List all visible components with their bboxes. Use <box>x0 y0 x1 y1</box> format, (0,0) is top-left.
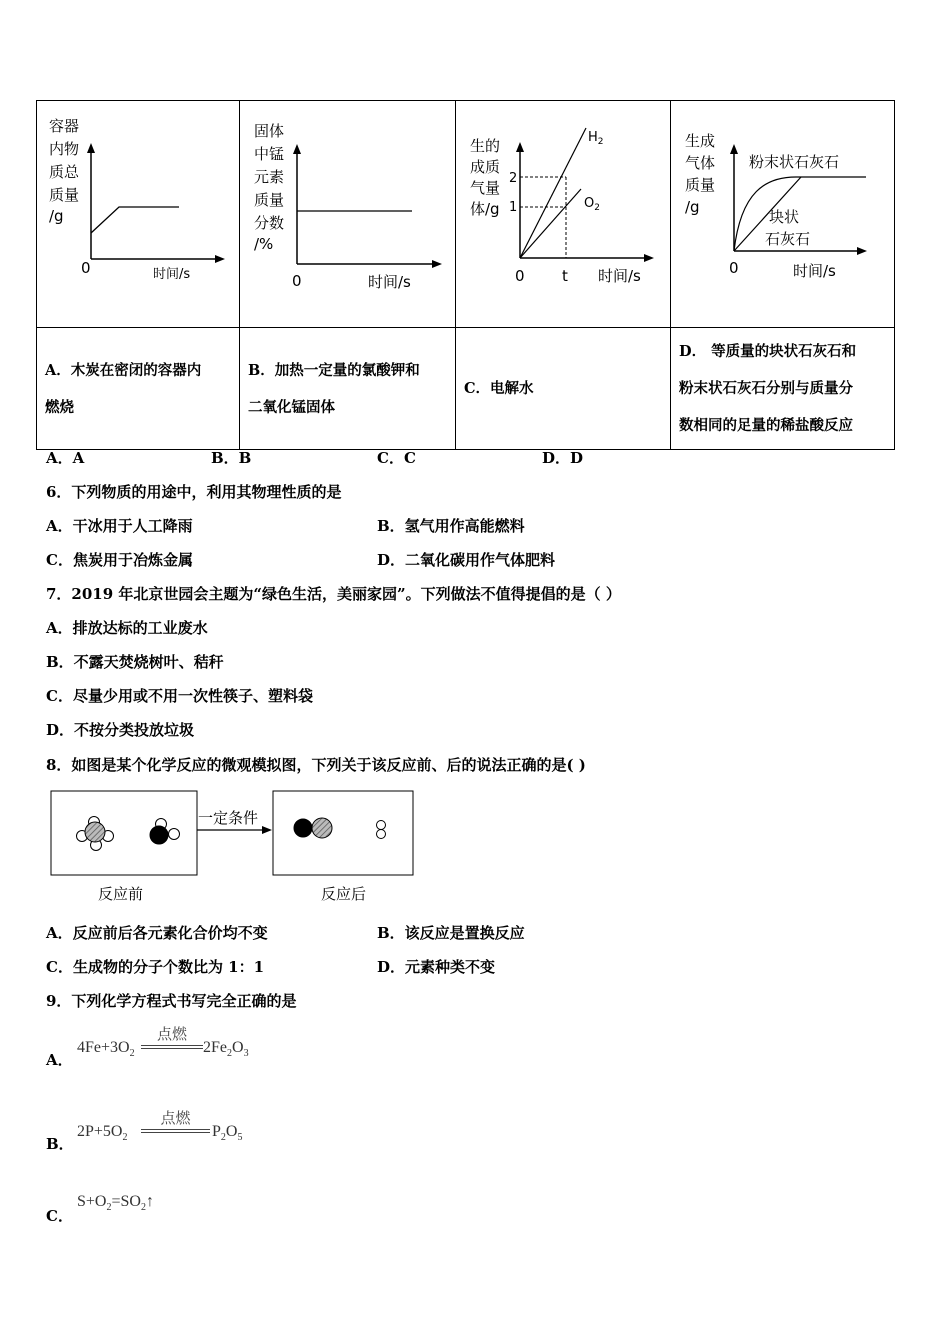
xlabel: 时间/s <box>793 262 836 280</box>
x-axis-arrow <box>644 254 654 262</box>
y-axis-arrow <box>87 143 95 153</box>
q9-option-a-product: $2Fe_2O_3$ <box>203 1039 249 1060</box>
origin-label: 0 <box>81 259 91 277</box>
h2-line <box>520 128 586 258</box>
x-axis-arrow <box>215 255 225 263</box>
graph-cell-b <box>240 101 456 328</box>
q7-option-b[interactable]: B．不露天焚烧树叶、秸秆 <box>46 653 224 671</box>
ylabel-line: /g <box>49 207 64 225</box>
graph-d <box>671 101 894 323</box>
ylabel-line: 质量 <box>49 186 80 204</box>
desc-line: D． 等质量的块状石灰石和 <box>679 343 857 360</box>
desc-c <box>456 328 671 450</box>
ylabel-line: 元素 <box>254 168 285 186</box>
ylabel-line: 分数 <box>254 214 285 232</box>
lump-label: 石灰石 <box>765 230 811 248</box>
q7-option-d[interactable]: D．不按分类投放垃圾 <box>46 721 195 739</box>
q9-option-b-condition: 点燃 <box>141 1107 210 1133</box>
ylabel-line: 成质 <box>470 158 501 176</box>
ylabel-line: 内物 <box>49 140 80 158</box>
graph-a <box>37 101 239 323</box>
curve-a <box>91 207 179 233</box>
q5-option-a[interactable]: A．A <box>46 449 85 467</box>
powder-label: 粉末状石灰石 <box>749 153 840 171</box>
q7-option-a[interactable]: A．排放达标的工业废水 <box>46 619 208 637</box>
q5-option-c[interactable]: C．C <box>377 449 416 467</box>
ylabel-line: /% <box>254 235 274 253</box>
origin-label: 0 <box>729 259 739 277</box>
xlabel: 时间/s <box>598 267 641 285</box>
before-label: 反应前 <box>98 885 144 903</box>
h2-label: $H_2$ <box>588 130 604 147</box>
q5-option-d[interactable]: D．D <box>542 449 584 467</box>
q8-option-b[interactable]: B．该反应是置换反应 <box>377 924 525 942</box>
q8-option-d[interactable]: D．元素种类不变 <box>377 958 496 976</box>
after-box <box>273 791 413 875</box>
graph-cell-c <box>456 101 671 328</box>
ylabel-line: 质量 <box>254 191 285 209</box>
ylabel-line: 生的 <box>470 137 501 155</box>
ylabel-line: 气体 <box>685 154 716 172</box>
q6-stem: 6．下列物质的用途中，利用其物理性质的是 <box>46 483 342 501</box>
q7-option-c[interactable]: C．尽量少用或不用一次性筷子、塑料袋 <box>46 687 313 705</box>
q6-option-a[interactable]: A．干冰用于人工降雨 <box>46 517 193 535</box>
desc-line: 粉末状石灰石分别与质量分 <box>679 380 853 397</box>
reaction-arrow-head <box>262 826 272 834</box>
q9-option-a-label[interactable]: A． <box>46 1051 73 1069</box>
desc-line: C．电解水 <box>464 380 534 397</box>
tick-label: 2 <box>509 171 518 186</box>
desc-a <box>37 328 240 450</box>
y-axis-arrow <box>516 142 524 152</box>
q6-option-d[interactable]: D．二氧化碳用作气体肥料 <box>377 551 556 569</box>
q8-option-a[interactable]: A．反应前后各元素化合价均不变 <box>46 924 268 942</box>
q9-option-c-label[interactable]: C． <box>46 1207 73 1225</box>
desc-line: 二氧化锰固体 <box>248 398 335 416</box>
q6-option-c[interactable]: C．焦炭用于冶炼金属 <box>46 551 193 569</box>
q9-option-a-condition: 点燃 <box>141 1023 203 1049</box>
tick-label: 1 <box>509 200 518 215</box>
origin-label: 0 <box>292 272 302 290</box>
q6-option-b[interactable]: B．氢气用作高能燃料 <box>377 517 525 535</box>
q8-stem: 8．如图是某个化学反应的微观模拟图，下列关于该反应前、后的说法正确的是( ) <box>46 756 586 774</box>
ylabel-line: 体/g <box>470 200 500 218</box>
q5-table <box>36 100 895 450</box>
graph-cell-d <box>671 101 895 328</box>
ylabel-line: 容器 <box>49 117 80 135</box>
o2-line <box>520 189 581 258</box>
desc-line: 数相同的足量的稀盐酸反应 <box>679 417 853 434</box>
graph-b <box>240 101 455 323</box>
desc-d <box>671 328 895 450</box>
ylabel-line: 气量 <box>470 179 501 197</box>
q7-stem: 7．2019 年北京世园会主题为“绿色生活，美丽家园”。下列做法不值得提倡的是（ ） <box>46 585 621 603</box>
q9-stem: 9．下列化学方程式书写完全正确的是 <box>46 992 297 1010</box>
graph-b-ylabel <box>254 122 284 253</box>
desc-line: B．加热一定量的氯酸钾和 <box>248 361 420 379</box>
reaction-diagram <box>46 788 426 910</box>
q5-option-b[interactable]: B．B <box>211 449 252 467</box>
after-label: 反应后 <box>321 885 367 903</box>
ylabel-line: 中锰 <box>254 145 285 163</box>
ylabel-line: 生成 <box>685 132 716 150</box>
desc-line: A．木炭在密闭的容器内 <box>45 361 202 379</box>
origin-label: 0 <box>515 267 525 285</box>
ylabel-line: 固体 <box>254 122 285 140</box>
graph-a-ylabel <box>49 117 80 225</box>
ylabel-line: 质总 <box>49 163 80 181</box>
t-label: t <box>562 267 568 285</box>
q8-option-c[interactable]: C．生成物的分子个数比为 1：1 <box>46 958 265 976</box>
q9-option-c-equation[interactable]: $S+O_2=SO_2↑$ <box>77 1193 154 1214</box>
q9-option-a-equation[interactable]: $4Fe+3O_2$ <box>77 1039 135 1060</box>
ylabel-line: 质量 <box>685 176 716 194</box>
desc-b <box>240 328 456 450</box>
graph-c-ylabel <box>470 137 500 218</box>
lump-label: 块状 <box>769 208 800 226</box>
xlabel: 时间/s <box>153 267 191 282</box>
q9-option-b-equation[interactable]: $2P+5O_2$ <box>77 1123 128 1144</box>
q9-option-b-product: $P_2O_5$ <box>212 1123 243 1144</box>
graph-cell-a <box>37 101 240 328</box>
graph-c <box>456 101 670 323</box>
y-axis-arrow <box>293 144 301 154</box>
x-axis-arrow <box>857 247 867 255</box>
condition-label: 一定条件 <box>198 809 259 827</box>
o2-label: $O_2$ <box>584 196 600 213</box>
desc-line: 燃烧 <box>45 398 74 416</box>
q9-option-b-label[interactable]: B． <box>46 1135 74 1153</box>
x-axis-arrow <box>432 260 442 268</box>
xlabel: 时间/s <box>368 273 411 291</box>
graph-d-ylabel <box>685 132 715 216</box>
ylabel-line: /g <box>685 198 700 216</box>
y-axis-arrow <box>730 144 738 154</box>
